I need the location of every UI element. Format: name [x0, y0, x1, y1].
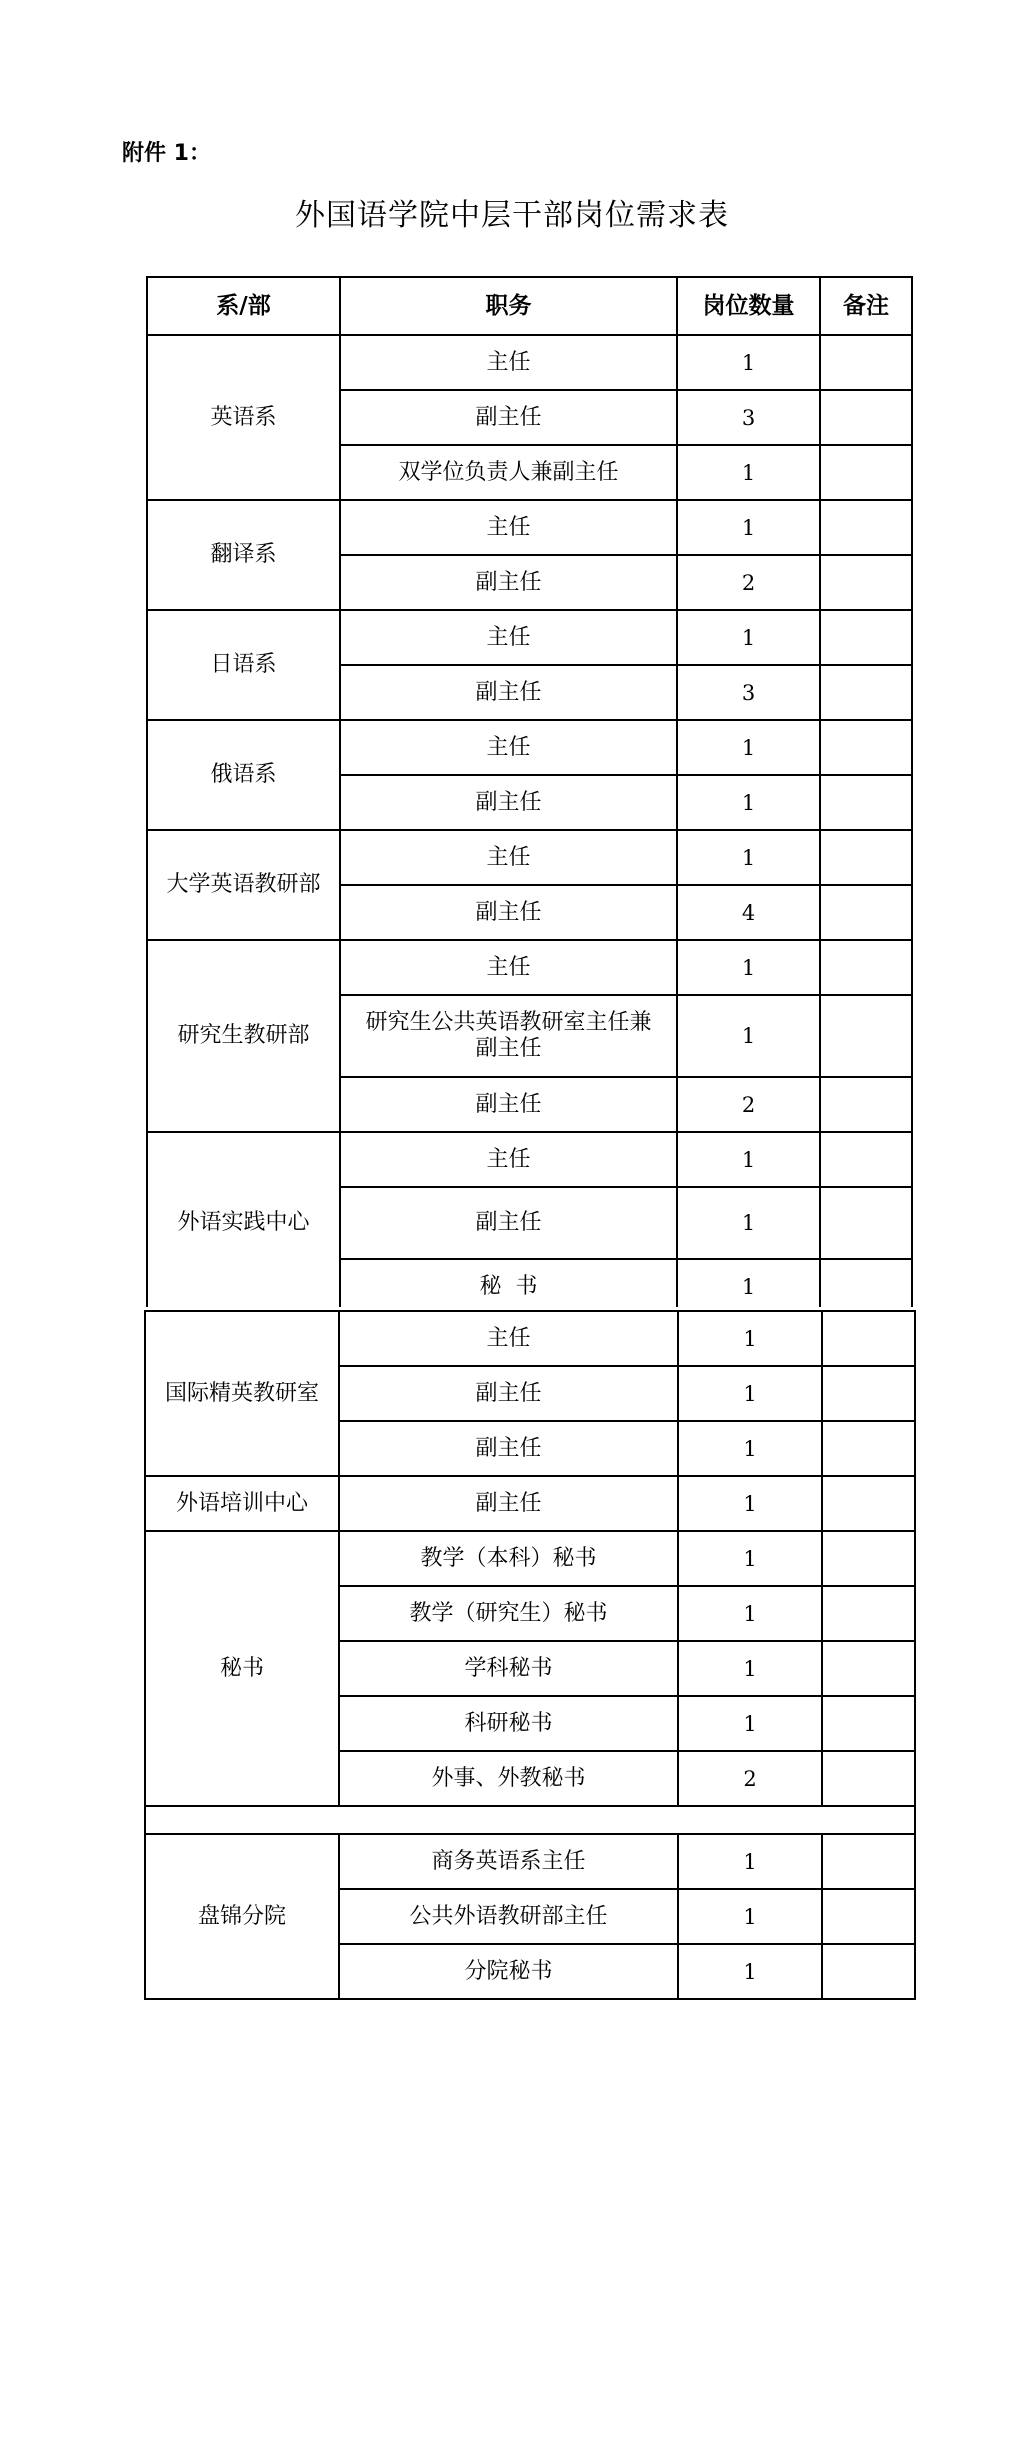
table-row — [145, 1531, 915, 1586]
count-cell: 4 — [677, 885, 820, 940]
count-cell: 1 — [677, 940, 820, 995]
remark-cell — [822, 1476, 915, 1531]
remark-cell — [822, 1641, 915, 1696]
count-cell: 1 — [677, 830, 820, 885]
attachment-label: 附件 1： — [122, 141, 211, 166]
position-cell: 副主任 — [340, 1077, 677, 1132]
count-cell: 1 — [678, 1311, 822, 1366]
page-title: 外国语学院中层干部岗位需求表 — [295, 198, 729, 233]
dept-cell: 俄语系 — [147, 720, 340, 830]
position-cell: 科研秘书 — [339, 1696, 678, 1751]
position-cell: 主任 — [340, 1132, 677, 1187]
remark-cell — [820, 555, 912, 610]
position-cell: 副主任 — [340, 555, 677, 610]
count-cell: 1 — [677, 1187, 820, 1259]
position-cell: 副主任 — [340, 665, 677, 720]
count-cell: 1 — [678, 1531, 822, 1586]
dept-cell: 大学英语教研部 — [147, 830, 340, 940]
position-cell: 副主任 — [340, 775, 677, 830]
table-page-1 — [140, 270, 920, 1307]
position-cell: 外事、外教秘书 — [339, 1751, 678, 1806]
position-table-part-1 — [146, 276, 913, 1307]
remark-cell — [820, 995, 912, 1077]
remark-cell — [820, 445, 912, 500]
count-cell: 3 — [677, 665, 820, 720]
remark-cell — [820, 335, 912, 390]
count-cell: 2 — [677, 555, 820, 610]
count-cell: 1 — [678, 1889, 822, 1944]
position-cell: 副主任 — [340, 885, 677, 940]
remark-cell — [820, 775, 912, 830]
position-cell: 副主任 — [340, 1187, 677, 1259]
position-cell: 学科秘书 — [339, 1641, 678, 1696]
count-cell: 1 — [678, 1421, 822, 1476]
count-cell: 1 — [677, 335, 820, 390]
count-cell: 1 — [677, 610, 820, 665]
header-dept: 系/部 — [147, 277, 340, 335]
remark-cell — [822, 1751, 915, 1806]
dept-cell: 翻译系 — [147, 500, 340, 610]
dept-cell: 秘书 — [145, 1531, 339, 1806]
count-cell: 1 — [677, 720, 820, 775]
table-row — [147, 610, 912, 665]
count-cell: 1 — [678, 1944, 822, 1999]
count-cell: 1 — [678, 1834, 822, 1889]
table-row — [147, 940, 912, 995]
position-cell: 副主任 — [340, 390, 677, 445]
remark-cell — [822, 1696, 915, 1751]
count-cell: 1 — [677, 1259, 820, 1307]
dept-cell: 研究生教研部 — [147, 940, 340, 1132]
remark-cell — [822, 1531, 915, 1586]
table-row — [147, 1132, 912, 1187]
position-cell: 副主任 — [339, 1476, 678, 1531]
remark-cell — [820, 1132, 912, 1187]
remark-cell — [820, 720, 912, 775]
position-cell: 主任 — [340, 830, 677, 885]
position-cell: 主任 — [340, 610, 677, 665]
remark-cell — [820, 390, 912, 445]
dept-cell: 盘锦分院 — [145, 1834, 339, 1999]
position-table-part-2 — [144, 1310, 916, 2000]
position-cell: 副主任 — [339, 1366, 678, 1421]
dept-cell: 国际精英教研室 — [145, 1311, 339, 1476]
remark-cell — [822, 1944, 915, 1999]
header-position: 职务 — [340, 277, 677, 335]
remark-cell — [822, 1421, 915, 1476]
dept-cell: 日语系 — [147, 610, 340, 720]
table-row — [147, 720, 912, 775]
remark-cell — [822, 1311, 915, 1366]
position-cell: 双学位负责人兼副主任 — [340, 445, 677, 500]
remark-cell — [820, 1077, 912, 1132]
position-cell: 教学（本科）秘书 — [339, 1531, 678, 1586]
position-cell: 秘 书 — [340, 1259, 677, 1307]
count-cell: 1 — [678, 1696, 822, 1751]
dept-cell: 英语系 — [147, 335, 340, 500]
table-row — [147, 830, 912, 885]
remark-cell — [822, 1834, 915, 1889]
count-cell: 1 — [678, 1641, 822, 1696]
count-cell: 2 — [677, 1077, 820, 1132]
remark-cell — [820, 885, 912, 940]
remark-cell — [820, 665, 912, 720]
dept-cell: 外语培训中心 — [145, 1476, 339, 1531]
position-cell: 教学（研究生）秘书 — [339, 1586, 678, 1641]
header-remark: 备注 — [820, 277, 912, 335]
position-cell: 主任 — [340, 940, 677, 995]
count-cell: 1 — [677, 775, 820, 830]
position-cell: 主任 — [340, 335, 677, 390]
table-row — [145, 1311, 915, 1366]
count-cell: 1 — [677, 995, 820, 1077]
count-cell: 1 — [677, 445, 820, 500]
dept-cell: 外语实践中心 — [147, 1132, 340, 1307]
position-cell: 公共外语教研部主任 — [339, 1889, 678, 1944]
remark-cell — [822, 1586, 915, 1641]
remark-cell — [820, 500, 912, 555]
remark-cell — [822, 1889, 915, 1944]
position-cell: 副主任 — [339, 1421, 678, 1476]
count-cell: 1 — [677, 1132, 820, 1187]
count-cell: 1 — [678, 1366, 822, 1421]
remark-cell — [820, 830, 912, 885]
spacer-cell — [145, 1806, 915, 1834]
count-cell: 3 — [677, 390, 820, 445]
table-row — [147, 335, 912, 390]
count-cell: 1 — [678, 1586, 822, 1641]
count-cell: 2 — [678, 1751, 822, 1806]
remark-cell — [820, 1187, 912, 1259]
position-cell: 主任 — [340, 500, 677, 555]
header-count: 岗位数量 — [677, 277, 820, 335]
remark-cell — [820, 1259, 912, 1307]
table-row — [145, 1476, 915, 1531]
count-cell: 1 — [677, 500, 820, 555]
remark-cell — [822, 1366, 915, 1421]
remark-cell — [820, 940, 912, 995]
position-cell: 分院秘书 — [339, 1944, 678, 1999]
position-cell: 主任 — [339, 1311, 678, 1366]
position-cell: 主任 — [340, 720, 677, 775]
position-cell: 研究生公共英语教研室主任兼副主任 — [340, 995, 677, 1077]
table-row — [147, 500, 912, 555]
position-cell: 商务英语系主任 — [339, 1834, 678, 1889]
table-row — [145, 1834, 915, 1889]
remark-cell — [820, 610, 912, 665]
spacer-row — [145, 1806, 915, 1834]
count-cell: 1 — [678, 1476, 822, 1531]
